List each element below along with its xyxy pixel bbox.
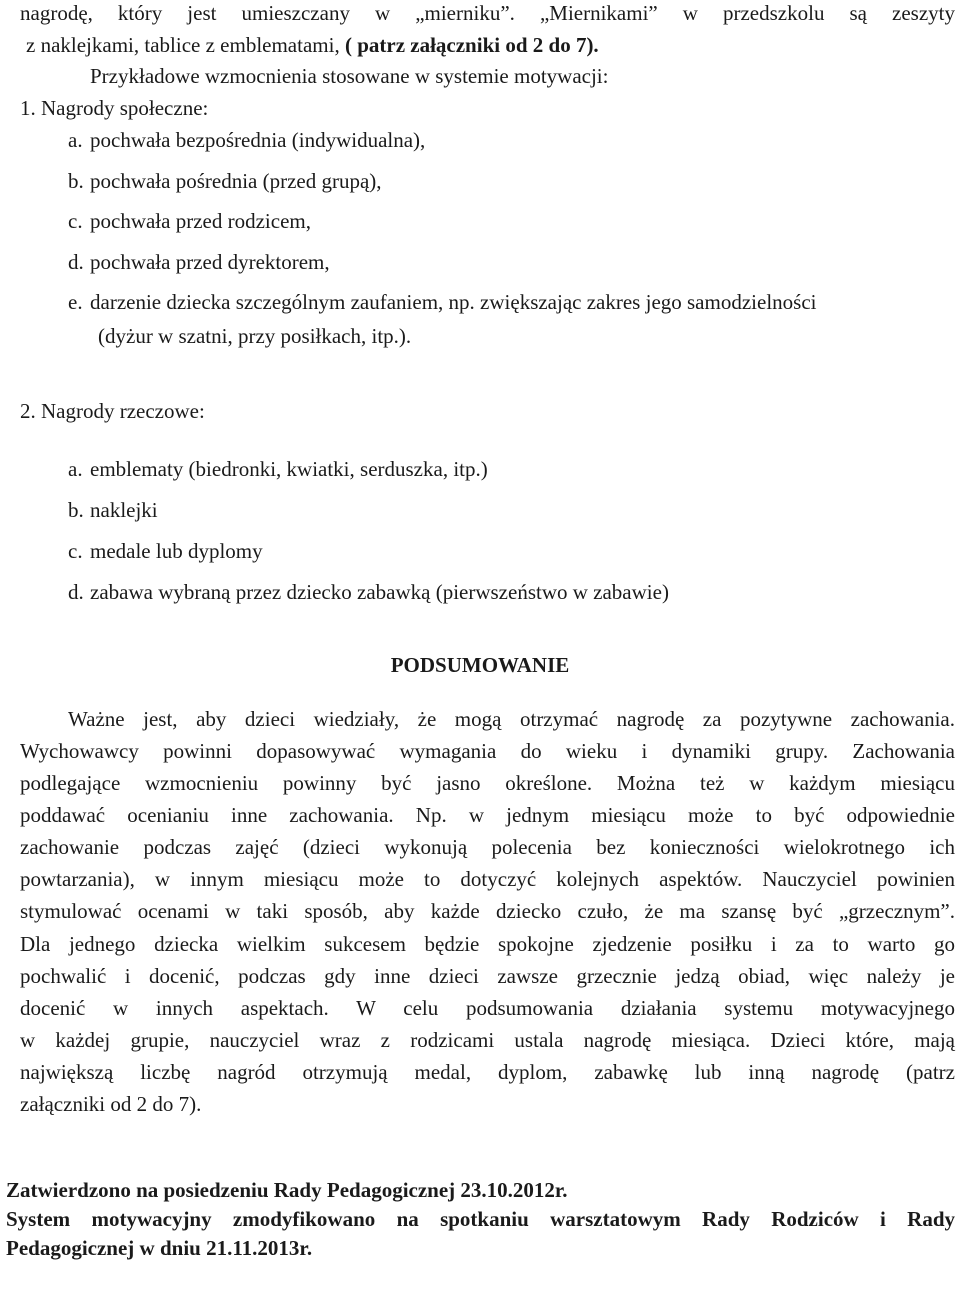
list-item-text: medale lub dyplomy [90, 539, 263, 563]
summary-line: Dla jednego dziecka wielkim sukcesem będzie spokojne zjedzenie posiłku i za to warto go [20, 932, 955, 956]
list-item [68, 289, 816, 315]
list-item-text: zabawa wybraną przez dziecko zabawką (pierwszeństwo w zabawie) [90, 580, 669, 604]
list-item [68, 249, 330, 275]
list-item-label: d. [68, 250, 84, 274]
summary-line: podlegające wzmocnieniu powinny być jasno określone. Można też w każdym miesiącu [20, 771, 955, 795]
list-item-label: c. [68, 209, 83, 233]
list-item-text: pochwała bezpośrednia (indywidualna), [90, 128, 426, 152]
list-item-label: b. [68, 498, 84, 522]
modification-note-date: Pedagogicznej w dniu 21.11.2013r. [6, 1236, 313, 1260]
summary-line: Wychowawcy powinni dopasowywać wymagania do wieku i dynamiki grupy. Zachowania [20, 739, 955, 763]
summary-line: w każdej grupie, nauczyciel wraz z rodzicami ustala nagrodę miesiąca. Dzieci które, mają [20, 1028, 955, 1052]
modification-note: System motywacyjny zmodyfikowano na spotkaniu warsztatowym Rady Rodziców i Rady [6, 1207, 955, 1231]
list-item-continuation: (dyżur w szatni, przy posiłkach, itp.). [98, 324, 412, 348]
list-item [68, 579, 669, 605]
list-item-label: a. [68, 128, 83, 152]
list-item-label: d. [68, 580, 84, 604]
summary-line: zachowanie podczas zajęć (dzieci wykonują polecenia bez konieczności wielokrotnego ich [20, 835, 955, 859]
list-item-text: darzenie dziecka szczególnym zaufaniem, np. zwiększając zakres jego samodzielności [90, 290, 817, 314]
intro-line-2 [26, 32, 599, 58]
summary-line: pochwalić i docenić, podczas gdy inne dzieci zawsze grzecznie jedzą obiad, więc należy je [20, 964, 955, 988]
summary-title: PODSUMOWANIE [390, 653, 570, 677]
section-heading-social: 1. Nagrody społeczne: [20, 96, 209, 120]
list-item-text: emblematy (biedronki, kwiatki, serduszka, itp.) [90, 457, 488, 481]
list-item-label: c. [68, 539, 83, 563]
list-item-text: pochwała przed dyrektorem, [90, 250, 330, 274]
list-item-label: e. [68, 290, 83, 314]
list-item [68, 456, 488, 482]
summary-line: docenić w innych aspektach. W celu podsumowania działania systemu motywacyjnego [20, 996, 955, 1020]
summary-line: załączniki od 2 do 7). [20, 1092, 202, 1116]
section-heading-material: 2. Nagrody rzeczowe: [20, 399, 205, 423]
summary-line: Ważne jest, aby dzieci wiedziały, że mogą otrzymać nagrodę za pozytywne zachowania. [68, 707, 955, 731]
reinforcements-intro: Przykładowe wzmocnienia stosowane w systemie motywacji: [90, 64, 609, 88]
approval-note: Zatwierdzono na posiedzeniu Rady Pedagogicznej 23.10.2012r. [6, 1178, 568, 1202]
list-item-text: naklejki [90, 498, 158, 522]
list-item [68, 208, 311, 234]
intro-line-1: nagrodę, który jest umieszczany w „mierniku”. „Miernikami” w przedszkolu są zeszyty [20, 1, 955, 25]
list-item-label: b. [68, 169, 84, 193]
list-item [68, 127, 425, 153]
list-item [68, 497, 158, 523]
summary-line: powtarzania), w innym miesiącu może to dotyczyć kolejnych aspektów. Nauczyciel powinien [20, 867, 955, 891]
list-item [68, 168, 382, 194]
list-item-text: pochwała przed rodzicem, [90, 209, 311, 233]
intro-line-2-text: z naklejkami, tablice z emblematami, [26, 33, 345, 57]
summary-line: poddawać ocenianiu inne zachowania. Np. w jednym miesiącu może to być odpowiednie [20, 803, 955, 827]
attachments-reference: ( patrz załączniki od 2 do 7). [344, 33, 599, 57]
list-item [68, 538, 263, 564]
list-item-label: a. [68, 457, 83, 481]
summary-line: stymulować ocenami w taki sposób, aby każde dziecko czuło, że ma szansę być „grzecznym”. [20, 899, 955, 923]
summary-line: największą liczbę nagród otrzymują medal, dyplom, zabawkę lub inną nagrodę (patrz [20, 1060, 955, 1084]
list-item-text: pochwała pośrednia (przed grupą), [90, 169, 382, 193]
